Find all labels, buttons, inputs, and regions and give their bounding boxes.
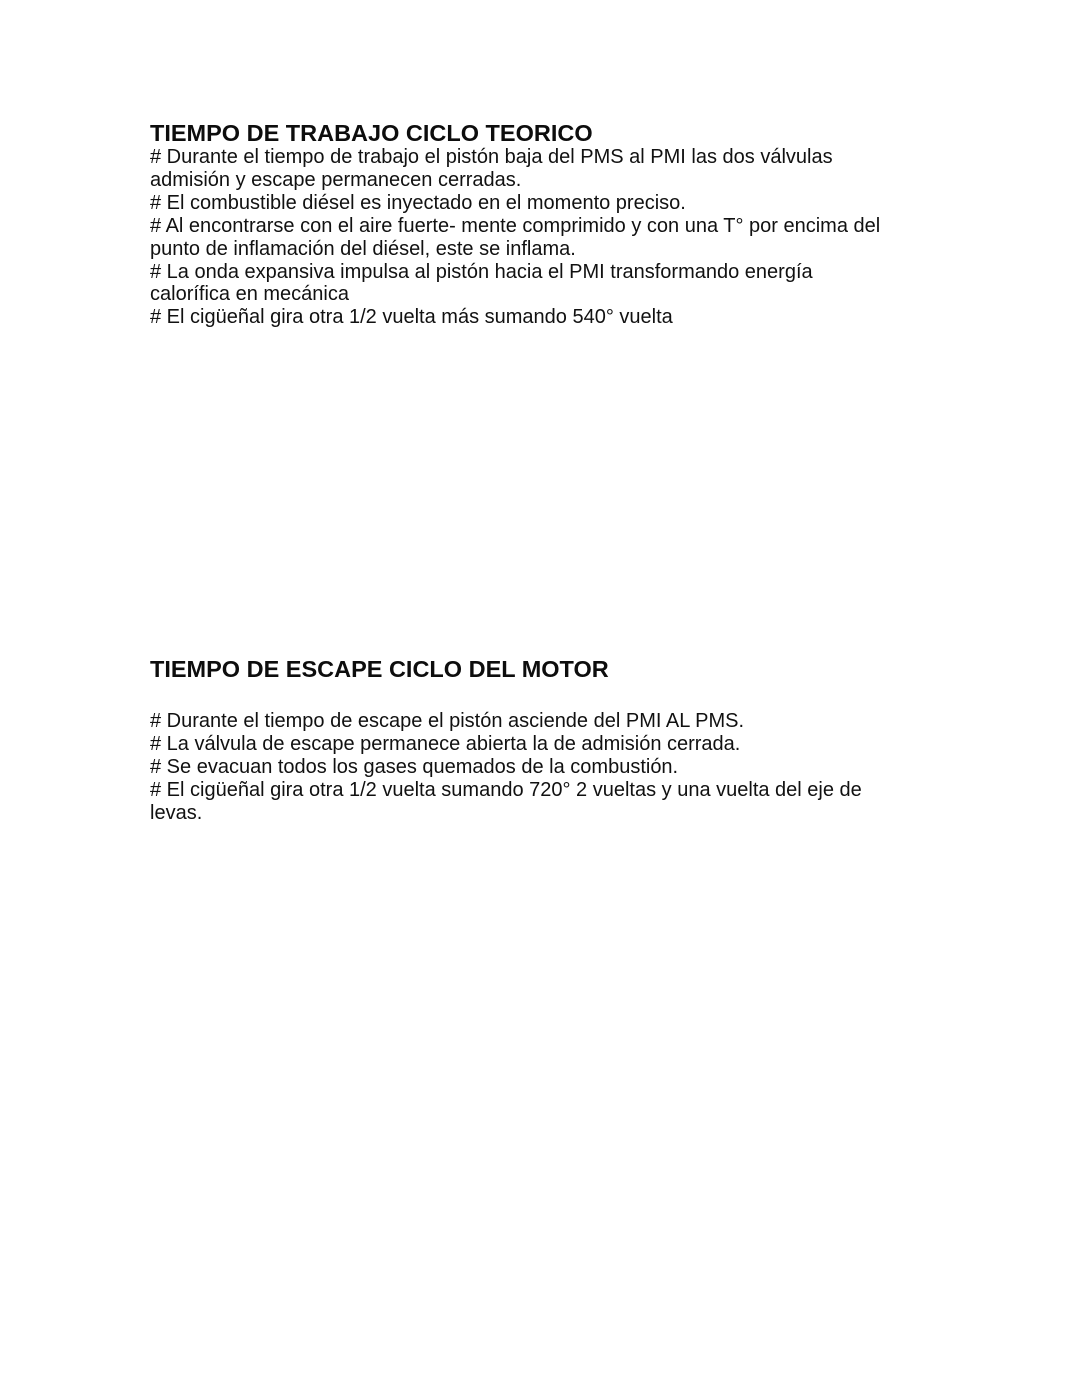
body-line: # Durante el tiempo de escape el pistón asciende del PMI AL PMS. [150, 710, 745, 732]
body-line: # La válvula de escape permanece abierta la de admisión cerrada. [150, 732, 741, 755]
section-tiempo-de-escape [150, 654, 950, 825]
section-heading: TIEMPO DE TRABAJO CICLO TEORICO [150, 120, 593, 146]
body-line: admisión y escape permanecen cerradas. [150, 168, 522, 191]
body-line: levas. [150, 801, 203, 824]
body-line: punto de inflamación del diésel, este se inflama. [150, 237, 576, 260]
body-line: # El combustible diésel es inyectado en el momento preciso. [150, 191, 686, 214]
section-tiempo-de-trabajo [150, 118, 950, 329]
section-heading: TIEMPO DE ESCAPE CICLO DEL MOTOR [150, 656, 609, 682]
body-line: # Durante el tiempo de trabajo el pistón baja del PMS al PMI las dos válvulas [150, 146, 833, 168]
body-line: # El cigüeñal gira otra 1/2 vuelta más sumando 540° vuelta [150, 306, 673, 329]
body-line: # Al encontrarse con el aire fuerte- mente comprimido y con una T° por encima del [150, 214, 881, 237]
body-line: # El cigüeñal gira otra 1/2 vuelta sumando 720° 2 vueltas y una vuelta del eje de [150, 778, 862, 801]
body-line: # Se evacuan todos los gases quemados de la combustión. [150, 755, 679, 778]
body-line: calorífica en mecánica [150, 283, 349, 306]
body-line: # La onda expansiva impulsa al pistón hacia el PMI transformando energía [150, 260, 813, 283]
section-body [150, 146, 950, 329]
section-body [150, 710, 950, 825]
